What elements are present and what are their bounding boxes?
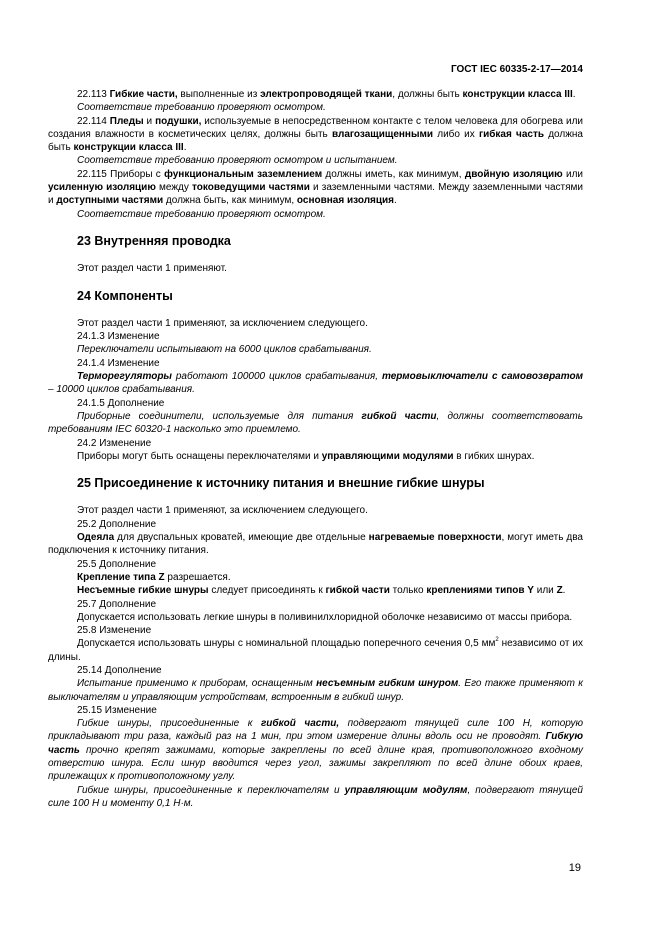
subclause-label: 25.2 Дополнение (77, 518, 157, 530)
term: креплениями типов Y (426, 585, 534, 597)
text: . Его также применяют к выключателям и управляющим устройствам, встроенным в гибкий шнур. (48, 678, 584, 703)
text: должна быть, как минимум, (163, 195, 297, 207)
subclause-text (48, 531, 583, 558)
check-note: Соответствие требованию проверяют осмотром. (77, 102, 326, 114)
term: конструкции класса III (73, 142, 184, 154)
subclause-label: 25.14 Дополнение (77, 664, 162, 676)
term: гибкая часть (478, 128, 544, 140)
clause-number: 22.113 (77, 89, 110, 100)
term: термовыключатели с самовозвратом (381, 371, 584, 383)
term: функциональным заземлением (164, 168, 323, 180)
subclause-text (48, 784, 583, 811)
term: влагозащищенными (331, 128, 434, 140)
term: Гибкие части, (109, 89, 178, 100)
subclause-label: 24.1.3 Изменение (77, 331, 160, 343)
text: Гибкие шнуры, присоединенные к переключателям и (77, 784, 345, 796)
term: электропроводящей ткани (260, 89, 393, 100)
document-id-header: ГОСТ IEC 60335-2-17—2014 (450, 64, 583, 75)
term: Z (556, 585, 563, 597)
text: выполненные из (177, 89, 261, 100)
text: независимо от их длины. (48, 638, 584, 663)
subclause-text (48, 571, 583, 584)
text: – 10000 циклов срабатывания. (48, 384, 195, 396)
clause-number: 22.114 (77, 115, 110, 127)
text: должна быть (48, 128, 583, 154)
text: либо их (433, 128, 479, 140)
term: Несъемные гибкие шнуры (77, 585, 209, 597)
subclause-label: 25.5 Дополнение (77, 558, 157, 570)
term: гибкой части (361, 410, 437, 422)
term: управляющими модулями (321, 450, 454, 462)
text: . (394, 195, 397, 207)
text: . (572, 89, 576, 100)
term: нагреваемые поверхности (368, 532, 502, 544)
text: разрешается. (164, 571, 231, 583)
subclause-label: 24.2 Изменение (77, 437, 152, 449)
term: гибкой части, (260, 718, 340, 730)
term: двойную изоляцию (464, 168, 563, 180)
term: подушки, (155, 115, 202, 127)
subclause-text (48, 584, 583, 597)
text: между (155, 182, 192, 194)
subclause-text: Переключатели испытывают на 6000 циклов срабатывания. (77, 344, 372, 356)
subclause-label: 24.1.5 Дополнение (77, 397, 165, 409)
term: Одеяла (77, 532, 115, 544)
text: работают 100000 циклов срабатывания, (171, 371, 382, 383)
text: используемые в непосредственном контакте с телом человека для обогрева или создания влажности в косметических целях, должны быть (48, 115, 583, 140)
text: Приборы могут быть оснащены переключателями и (77, 450, 322, 462)
term: гибкой части (325, 585, 390, 597)
text: Приборные соединители, используемые для питания (77, 410, 362, 422)
clause-22-114 (48, 115, 583, 155)
section-text: Этот раздел части 1 применяют. (77, 263, 227, 275)
subclause-text: Допускается использовать легкие шнуры в поливинилхлоридной оболочке независимо от массы прибора. (77, 611, 573, 623)
subclause-label: 25.8 Изменение (77, 625, 152, 637)
text: в гибких шнурах. (453, 450, 535, 462)
text: Гибкие шнуры, присоединенные к (77, 718, 261, 730)
text: должны иметь, как минимум, (322, 168, 465, 180)
section-heading-25: 25 Присоединение к источнику питания и внешние гибкие шнуры (77, 476, 485, 491)
section-intro: Этот раздел части 1 применяют, за исключением следующего. (77, 505, 368, 517)
term: доступными частями (56, 195, 164, 207)
document-body (48, 88, 583, 810)
term: токоведущими частями (191, 182, 310, 194)
term: Пледы (109, 115, 144, 127)
subclause-text (48, 370, 583, 397)
subclause-text (48, 677, 583, 704)
page-number: 19 (568, 862, 581, 874)
subclause-label: 24.1.4 Изменение (77, 357, 160, 369)
term: несъемным гибким шнуром (316, 678, 459, 690)
term: Гибкую часть (48, 731, 583, 756)
text: . (562, 585, 566, 597)
text: только (389, 585, 427, 597)
text: , подвергают тянущей силе 100 Н и моменту 0,1 Н·м. (48, 784, 583, 809)
subclause-label: 25.7 Дополнение (77, 598, 157, 610)
text: или (562, 168, 583, 180)
text: и (143, 115, 156, 127)
term: Терморегуляторы (77, 371, 172, 383)
section-heading-23: 23 Внутренняя проводка (77, 233, 231, 248)
text: Допускается использовать шнуры с номинальной площадью поперечного сечения 0,5 мм (77, 638, 496, 650)
text: следует присоединять к (208, 585, 326, 597)
text: или (533, 585, 557, 597)
text: 22.115 Приборы с (77, 168, 165, 180)
clause-22-113 (48, 88, 583, 101)
text: , должны быть (392, 89, 463, 100)
text: для двуспальных кроватей, имеющие две отдельные (114, 532, 369, 544)
text: подвергают тянущей силе 100 Н, которую прикладывают три раза, каждый раз на 1 мин, при этом измерение длины вдоль оси не проводят. (48, 718, 583, 743)
subclause-label: 25.15 Изменение (77, 704, 157, 716)
section-heading-24: 24 Компоненты (77, 288, 173, 303)
text: , могут иметь два подключения к источнику питания. (48, 532, 583, 557)
text: прочно крепят зажимами, которые закреплены по всей длине края, противоположного входному отверстию шнура. Если шнур вводится через угол, зажимы закрепляют по всей длине обоих краев, прилежащих к противоположному углу. (48, 744, 583, 783)
subclause-text (48, 410, 583, 437)
term: основная изоляция (296, 195, 395, 207)
term: конструкции класса III (462, 89, 573, 100)
subclause-text (48, 450, 583, 463)
section-intro: Этот раздел части 1 применяют, за исключением следующего. (77, 317, 368, 329)
term: усиленную изоляцию (48, 182, 156, 194)
subclause-text (48, 717, 583, 783)
clause-22-115 (48, 168, 583, 208)
term: Крепление типа Z (77, 571, 165, 583)
check-note: Соответствие требованию проверяют осмотром. (77, 208, 326, 220)
text: и заземленными частями. Между заземленными частями и (48, 182, 584, 207)
superscript: 2 (495, 637, 499, 644)
term: управляющим модулям (344, 784, 468, 796)
text: Испытание применимо к приборам, оснащенным (77, 678, 317, 690)
subclause-text (48, 637, 583, 664)
check-note: Соответствие требованию проверяют осмотром и испытанием. (77, 155, 398, 167)
text: . (183, 142, 187, 154)
text: , должны соответствовать требованиям IEC 60320-1 насколько это приемлемо. (48, 410, 584, 436)
